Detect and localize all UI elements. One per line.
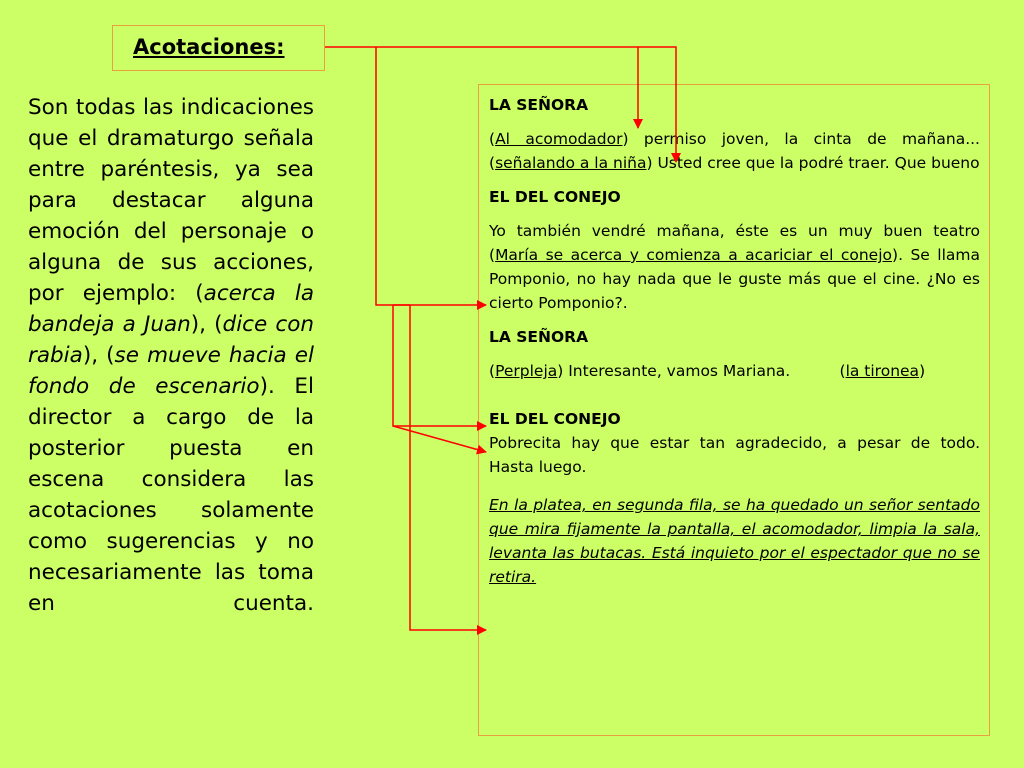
speaker-label: EL DEL CONEJO <box>489 410 621 428</box>
script-box <box>478 84 990 736</box>
dialogue-line-2: Yo también vendré mañana, éste es un muy buen teatro (María se acerca y comienza a acariciar el conejo). Se llama Pomponio, no hay nada que le guste más que el cine. ¿No es cierto Pomponio?. <box>489 222 980 312</box>
stage-direction: la tironea <box>845 362 920 380</box>
example-3: se mueve hacia el fondo de escenario <box>28 343 314 399</box>
arrow-to-la-tironea <box>393 426 486 452</box>
arrow-to-maria-se-acerca <box>376 47 486 305</box>
stage-direction: señalando a la niña <box>495 154 647 172</box>
definition-sep-1: ), ( <box>190 312 223 337</box>
final-stage-direction: En la platea, en segunda fila, se ha quedado un señor sentado que mira fijamente la pantalla, el acomodador, limpia la sala, levanta las butacas. Está inquieto por el espectador que no se retira. <box>489 496 980 586</box>
definition-paragraph <box>28 92 314 619</box>
dialogue-line-3: (Perpleja) Interesante, vamos Mariana. (la tironea) <box>489 362 926 380</box>
example-1: acerca la bandeja a Juan <box>28 281 314 337</box>
play-excerpt <box>489 93 980 599</box>
slide-title: Acotaciones: <box>133 35 285 59</box>
dialogue-line-1: (Al acomodador) permiso joven, la cinta de mañana...(señalando a la niña) Usted cree que la podré traer. Que bueno <box>489 130 980 172</box>
definition-sep-2: ), ( <box>82 343 115 368</box>
definition-text-2: ). El director a cargo de la posterior puesta en escena considera las acotaciones solamente como sugerencias y no necesariamente las toma en cuenta. <box>28 374 314 616</box>
speaker-label: EL DEL CONEJO <box>489 188 621 206</box>
stage-direction: Perpleja <box>495 362 558 380</box>
definition-text-1: Son todas las indicaciones que el dramaturgo señala entre paréntesis, ya sea para destacar alguna emoción del personaje o alguna de sus acciones, por ejemplo: ( <box>28 95 314 306</box>
arrow-to-perpleja <box>376 305 486 426</box>
title-box <box>112 25 325 71</box>
arrow-to-final-direction <box>410 305 486 630</box>
example-2: dice con rabia <box>28 312 314 368</box>
stage-direction: María se acerca y comienza a acariciar el conejo <box>495 246 893 264</box>
dialogue-line-4: Pobrecita hay que estar tan agradecido, a pesar de todo. Hasta luego. <box>489 434 980 476</box>
stage-direction: Al acomodador <box>495 130 623 148</box>
speaker-label: LA SEÑORA <box>489 328 589 346</box>
speaker-label: LA SEÑORA <box>489 96 589 114</box>
